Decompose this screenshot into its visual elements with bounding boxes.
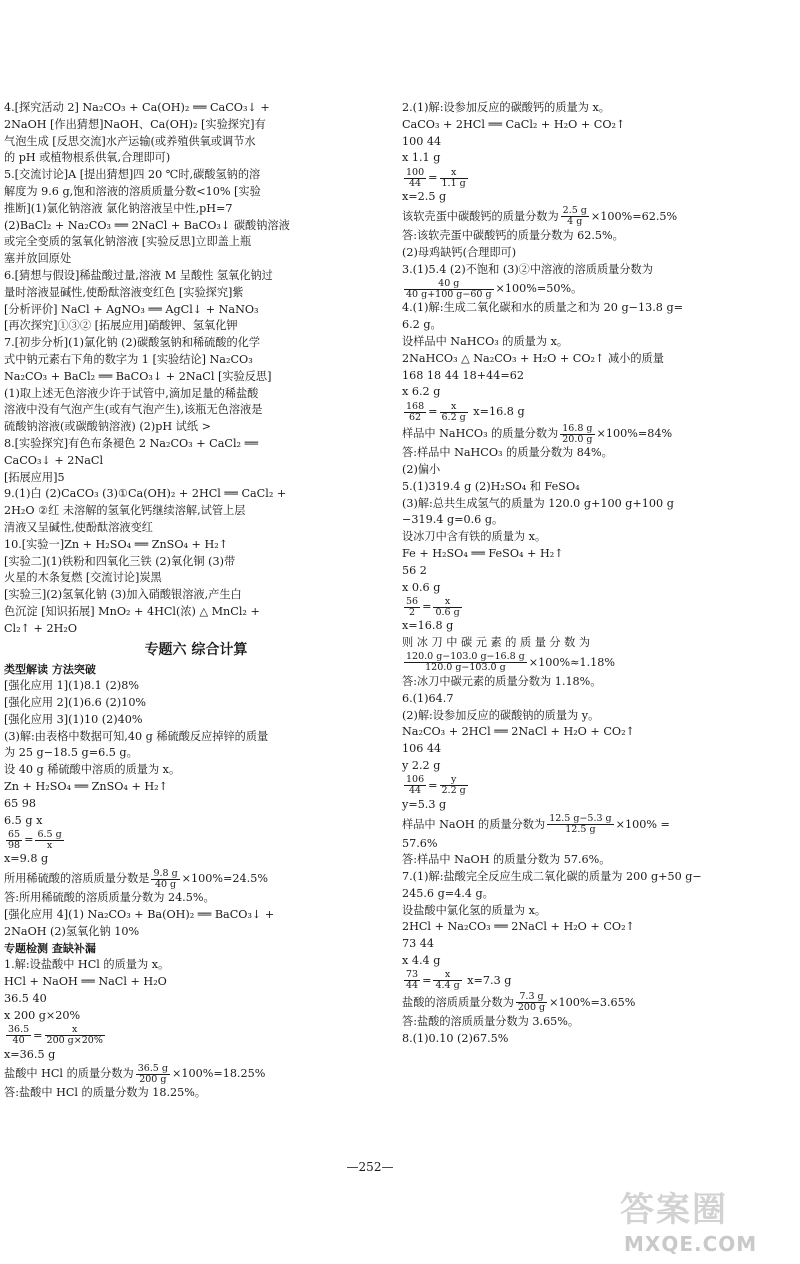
text-line: 溶液中没有气泡产生(或有气泡产生),该瓶无色溶液是 xyxy=(4,403,263,417)
text-line: HCl + NaOH ══ NaCl + H₂O xyxy=(4,975,167,989)
fraction-denominator: 40 xyxy=(12,1035,25,1047)
text-line: 4.[探究活动 2] Na₂CO₃ + Ca(OH)₂ ══ CaCO₃↓ + xyxy=(4,101,270,114)
fraction-suffix: ×100%≈1.18% xyxy=(528,655,616,669)
fraction-suffix: ×100%=3.65% xyxy=(549,995,636,1009)
fraction xyxy=(404,775,426,796)
text-line: 为 25 g−18.5 g=6.5 g。 xyxy=(4,746,138,760)
fraction-numerator: 56 xyxy=(406,596,419,607)
fraction xyxy=(6,1025,31,1046)
text-line: 硫酸钠溶液(或碳酸钠溶液) (2)pH 试纸 > xyxy=(4,420,211,434)
fraction-right xyxy=(440,402,468,423)
fraction-line xyxy=(402,775,794,797)
fraction-numerator: 36.5 xyxy=(8,1024,30,1036)
equals-sign: = xyxy=(422,600,432,614)
fraction-numerator: 168 xyxy=(406,401,425,412)
fraction-right-denominator: 6.2 g xyxy=(441,411,466,423)
fraction-suffix: ×100%=24.5% xyxy=(181,872,268,886)
text-line: 10.[实验一]Zn + H₂SO₄ ══ ZnSO₄ + H₂↑ xyxy=(4,537,229,551)
text-line: [实验二](1)铁粉和四氧化三铁 (2)氧化铜 (3)带 xyxy=(4,554,236,568)
fraction-prefix: 盐酸的溶质质量分数为 xyxy=(402,995,514,1009)
text-line: 答:所用稀硫酸的溶质质量分数为 24.5%。 xyxy=(4,891,215,905)
text-line: [分析评价] NaCl + AgNO₃ ══ AgCl↓ + NaNO₃ xyxy=(4,302,259,316)
fraction-suffix: ×100%=50%。 xyxy=(495,282,583,296)
watermark-logo-text: 答案圈 xyxy=(620,1190,728,1230)
fraction-numerator: 9.8 g xyxy=(153,868,178,879)
fraction-right-denominator: 1.1 g xyxy=(441,177,466,189)
text-line: x=36.5 g xyxy=(4,1047,56,1061)
fraction-line xyxy=(402,970,794,992)
fraction-right-denominator: 200 g×20% xyxy=(46,1035,103,1047)
fraction xyxy=(151,869,179,890)
fraction xyxy=(516,992,547,1013)
text-line: (2)偏小 xyxy=(402,462,441,476)
fraction-numerator: 12.5 g−5.3 g xyxy=(549,813,612,824)
fraction-right xyxy=(35,830,63,851)
text-line: x 200 g×20% xyxy=(4,1008,81,1022)
text-line: x=16.8 g xyxy=(402,619,454,633)
fraction-right-denominator: 4.4 g xyxy=(435,980,460,992)
fraction-right-numerator: x xyxy=(433,970,461,981)
fraction-line xyxy=(402,423,794,445)
fraction-right xyxy=(440,168,468,189)
fraction-right xyxy=(433,597,461,618)
equals-sign: = xyxy=(24,833,34,847)
fraction-line xyxy=(4,1025,388,1047)
fraction-denominator: 12.5 g xyxy=(565,824,596,835)
text-line: 6.2 g。 xyxy=(402,318,442,332)
fraction-suffix: ×100% = xyxy=(615,817,670,831)
text-line: Na₂CO₃ + 2HCl ══ 2NaCl + H₂O + CO₂↑ xyxy=(402,725,635,739)
fraction-suffix: x=7.3 g xyxy=(463,973,512,987)
text-line: 6.[猜想与假设]稀盐酸过量,溶液 M 呈酸性 氢氧化钠过 xyxy=(4,268,273,282)
text-line: 设盐酸中氯化氢的质量为 x。 xyxy=(402,903,547,917)
fraction-denominator: 40 g+100 g−60 g xyxy=(406,288,492,300)
fraction-line xyxy=(4,1063,388,1085)
left-column xyxy=(4,100,388,1190)
text-line: 式中钠元素右下角的数字为 1 [实验结论] Na₂CO₃ xyxy=(4,352,253,366)
text-line: 答:样品中 NaHCO₃ 的质量分数为 84%。 xyxy=(402,446,613,460)
text-line: CaCO₃ + 2HCl ══ CaCl₂ + H₂O + CO₂↑ xyxy=(402,117,626,131)
fraction-denominator: 4 g xyxy=(567,216,583,228)
fraction-numerator: 120.0 g−103.0 g−16.8 g xyxy=(406,651,525,663)
text-line: 量时溶液显碱性,使酚酞溶液变红色 [实验探究]紫 xyxy=(4,285,244,299)
text-line: [强化应用 1](1)8.1 (2)8% xyxy=(4,679,139,693)
fraction-prefix: 盐酸中 HCl 的质量分数为 xyxy=(4,1067,134,1081)
text-line: x 4.4 g xyxy=(402,954,441,968)
text-line: y 2.2 g xyxy=(402,758,441,772)
text-line: 2NaHCO₃ △ Na₂CO₃ + H₂O + CO₂↑ 减小的质量 xyxy=(402,351,664,365)
page-number: —252— xyxy=(346,1160,394,1174)
text-line: 推断](1)氯化钠溶液 氯化钠溶液呈中性,pH=7 xyxy=(4,201,233,215)
text-line: [实验三](2)氢氧化钠 (3)加入硝酸银溶液,产生白 xyxy=(4,588,242,602)
fraction xyxy=(404,279,494,300)
text-line: 2NaOH [作出猜想]NaOH、Ca(OH)₂ [实验探究]有 xyxy=(4,117,266,131)
text-line: (3)解:总共生成氢气的质量为 120.0 g+100 g+100 g xyxy=(402,496,674,510)
fraction-suffix: ×100%=84% xyxy=(596,427,673,441)
text-line: x 1.1 g xyxy=(402,151,441,165)
text-line: 气泡生成 [反思交流]水产运输(或养殖供氧或调节水 xyxy=(4,134,256,148)
fraction-line xyxy=(402,992,794,1014)
fraction-right-numerator: x xyxy=(433,597,461,608)
text-line: 4.(1)解:生成二氧化碳和水的质量之和为 20 g−13.8 g= xyxy=(402,301,683,315)
fraction-suffix: x=16.8 g xyxy=(469,405,525,419)
text-line: 8.(1)0.10 (2)67.5% xyxy=(402,1031,509,1045)
text-line: Cl₂↑ + 2H₂O xyxy=(4,621,78,635)
text-line: 答:盐酸的溶质质量分数为 3.65%。 xyxy=(402,1014,580,1028)
text-line: −319.4 g=0.6 g。 xyxy=(402,513,504,527)
fraction xyxy=(404,597,420,618)
fraction-right-numerator: x xyxy=(440,168,468,179)
text-line: 5.(1)319.4 g (2)H₂SO₄ 和 FeSO₄ xyxy=(402,479,580,493)
fraction-right-numerator: y xyxy=(440,775,468,786)
fraction xyxy=(404,652,527,673)
fraction-line xyxy=(402,652,794,674)
fraction-denominator: 2 xyxy=(409,606,416,618)
text-line: [强化应用 3](1)10 (2)40% xyxy=(4,712,143,726)
text-line: y=5.3 g xyxy=(402,797,447,811)
text-line: [拓展应用]5 xyxy=(4,470,65,484)
text-line: 9.(1)白 (2)CaCO₃ (3)①Ca(OH)₂ + 2HCl ══ CaCl₂ + xyxy=(4,487,287,501)
text-line: 245.6 g=4.4 g。 xyxy=(402,886,494,900)
text-line: [强化应用 4](1) Na₂CO₃ + Ba(OH)₂ ══ BaCO₃↓ + xyxy=(4,908,275,922)
fraction-line xyxy=(402,596,794,618)
text-line: 的 pH 或植物根系供氧,合理即可) xyxy=(4,151,171,165)
equals-sign: = xyxy=(428,171,438,185)
fraction-right xyxy=(440,775,468,796)
text-line: 设样品中 NaHCO₃ 的质量为 x。 xyxy=(402,334,569,348)
text-line: 168 18 44 18+44=62 xyxy=(402,368,524,382)
text-line: 或完全变质的氢氧化钠溶液 [实验反思]立即盖上瓶 xyxy=(4,235,252,249)
fraction-line xyxy=(402,278,794,300)
watermark-logo xyxy=(610,1180,790,1260)
text-line: 6.(1)64.7 xyxy=(402,691,454,705)
text-line: 清液又呈碱性,使酚酞溶液变红 xyxy=(4,520,153,534)
fraction-numerator: 100 xyxy=(406,167,425,178)
fraction-numerator: 73 xyxy=(406,969,419,981)
text-line: (2)母鸡缺钙(合理即可) xyxy=(402,245,517,259)
fraction-numerator: 40 g xyxy=(404,279,494,290)
fraction-denominator: 120.0 g−103.0 g xyxy=(425,662,506,674)
fraction-denominator: 40 g xyxy=(154,878,177,890)
fraction-denominator: 62 xyxy=(409,411,422,423)
text-line: 5.[交流讨论]A [提出猜想]四 20 ℃时,碳酸氢钠的溶 xyxy=(4,168,261,182)
text-line: Na₂CO₃ + BaCl₂ ══ BaCO₃↓ + 2NaCl [实验反思] xyxy=(4,369,272,383)
text-line: 2HCl + Na₂CO₃ ══ 2NaCl + H₂O + CO₂↑ xyxy=(402,920,635,934)
watermark-site-text: MXQE.COM xyxy=(624,1232,758,1256)
fraction-right-denominator: 2.2 g xyxy=(441,785,466,797)
fraction xyxy=(404,402,426,423)
text-line: 7.(1)解:盐酸完全反应生成二氧化碳的质量为 200 g+50 g− xyxy=(402,870,702,884)
text-line: 1.解:设盐酸中 HCl 的质量为 x。 xyxy=(4,958,170,972)
fraction xyxy=(6,830,22,851)
text-line: 答:该软壳蛋中碳酸钙的质量分数为 62.5%。 xyxy=(402,228,624,242)
fraction xyxy=(136,1064,170,1085)
fraction-numerator: 16.8 g xyxy=(562,423,593,434)
text-line: 8.[实验探究]有色布条褪色 2 Na₂CO₃ + CaCl₂ ══ xyxy=(4,436,259,450)
text-line: 色沉淀 [知识拓展] MnO₂ + 4HCl(浓) △ MnCl₂ + xyxy=(4,604,260,618)
text-line: 36.5 40 xyxy=(4,992,47,1006)
fraction-right-denominator: 0.6 g xyxy=(435,606,460,618)
text-line: [再次探究]①③② [拓展应用]硝酸钾、氢氧化钾 xyxy=(4,319,238,333)
fraction-right-numerator: x xyxy=(45,1025,105,1036)
equals-sign: = xyxy=(422,973,432,987)
right-column xyxy=(402,100,794,1190)
fraction-denominator: 44 xyxy=(406,980,419,992)
text-line: Zn + H₂SO₄ ══ ZnSO₄ + H₂↑ xyxy=(4,780,169,794)
text-line: 答:冰刀中碳元素的质量分数为 1.18%。 xyxy=(402,674,602,688)
text-line: 6.5 g x xyxy=(4,813,43,827)
text-line: 2.(1)解:设参加反应的碳酸钙的质量为 x。 xyxy=(402,101,610,114)
text-line: 2H₂O ②红 未溶解的氢氧化钙继续溶解,试管上层 xyxy=(4,504,246,518)
text-line: x 6.2 g xyxy=(402,385,441,399)
fraction-line xyxy=(402,401,794,423)
text-line: 65 98 xyxy=(4,796,37,810)
section-tag: 专题检测 查缺补漏 xyxy=(4,941,96,955)
text-line: 3.(1)5.4 (2)不饱和 (3)②中溶液的溶质质量分数为 xyxy=(402,262,653,276)
fraction xyxy=(404,970,420,991)
fraction-right-numerator: x xyxy=(440,402,468,413)
fraction-right xyxy=(433,970,461,991)
text-line: 7.[初步分析](1)氯化钠 (2)碳酸氢钠和稀硫酸的化学 xyxy=(4,336,261,350)
text-line: x 0.6 g xyxy=(402,580,441,594)
text-line: 57.6% xyxy=(402,836,438,850)
text-line: 解度为 9.6 g,饱和溶液的溶质质量分数<10% [实验 xyxy=(4,184,261,198)
text-line: x=9.8 g xyxy=(4,852,49,866)
fraction-line xyxy=(4,868,388,890)
text-line: 设 40 g 稀硫酸中溶质的质量为 x。 xyxy=(4,763,181,777)
fraction xyxy=(560,424,594,445)
text-line: 106 44 xyxy=(402,742,442,756)
text-line: 则 冰 刀 中 碳 元 素 的 质 量 分 数 为 xyxy=(402,636,591,650)
fraction xyxy=(547,814,613,835)
fraction-denominator: 44 xyxy=(409,785,422,797)
equals-sign: = xyxy=(33,1028,43,1042)
fraction-denominator: 200 g xyxy=(517,1002,546,1014)
equals-sign: = xyxy=(428,405,438,419)
text-line: x=2.5 g xyxy=(402,190,447,204)
text-line: 56 2 xyxy=(402,563,427,577)
text-line: 2NaOH (2)氢氧化钠 10% xyxy=(4,924,140,938)
equals-sign: = xyxy=(428,778,438,792)
text-line: 100 44 xyxy=(402,134,442,148)
text-line: 73 44 xyxy=(402,937,435,951)
section-title: 专题六 综合计算 xyxy=(144,641,248,658)
fraction-right-denominator: x xyxy=(46,839,53,851)
fraction xyxy=(404,168,426,189)
text-line: [强化应用 2](1)6.6 (2)10% xyxy=(4,696,147,710)
fraction-line xyxy=(402,206,794,228)
fraction-line xyxy=(402,167,794,189)
fraction xyxy=(561,206,589,227)
fraction-numerator: 106 xyxy=(406,774,425,786)
text-line: 设冰刀中含有铁的质量为 x。 xyxy=(402,530,547,544)
text-line: 火星的木条复燃 [交流讨论]炭黑 xyxy=(4,571,162,585)
fraction-numerator: 36.5 g xyxy=(137,1063,168,1074)
fraction-suffix: ×100%=62.5% xyxy=(590,209,678,223)
fraction-line xyxy=(4,829,388,851)
text-line: 塞并放回原处 xyxy=(4,252,72,266)
fraction-prefix: 样品中 NaHCO₃ 的质量分数为 xyxy=(402,427,559,441)
fraction-numerator: 7.3 g xyxy=(516,992,547,1003)
fraction-denominator: 200 g xyxy=(139,1073,167,1085)
fraction-denominator: 44 xyxy=(409,177,422,189)
fraction-right xyxy=(45,1025,105,1046)
text-line: CaCO₃↓ + 2NaCl xyxy=(4,453,104,467)
text-line: Fe + H₂SO₄ ══ FeSO₄ + H₂↑ xyxy=(402,546,564,560)
fraction-suffix: ×100%=18.25% xyxy=(171,1067,266,1081)
fraction-line xyxy=(402,814,794,836)
text-line: 答:样品中 NaOH 的质量分数为 57.6%。 xyxy=(402,853,611,867)
fraction-denominator: 98 xyxy=(8,839,21,851)
fraction-right-numerator: 6.5 g xyxy=(37,829,62,840)
text-line: (2)BaCl₂ + Na₂CO₃ ══ 2NaCl + BaCO₃↓ 碳酸钠溶液 xyxy=(4,218,290,232)
fraction-denominator: 20.0 g xyxy=(562,433,593,445)
text-line: 答:盐酸中 HCl 的质量分数为 18.25%。 xyxy=(4,1086,207,1100)
fraction-prefix: 所用稀硫酸的溶质质量分数是 xyxy=(4,872,150,886)
fraction-prefix: 样品中 NaOH 的质量分数为 xyxy=(402,817,546,831)
section-tag: 类型解读 方法突破 xyxy=(4,662,96,676)
text-line: (3)解:由表格中数据可知,40 g 稀硫酸反应掉锌的质量 xyxy=(4,729,269,743)
text-line: (1)取上述无色溶液少许于试管中,滴加足量的稀盐酸 xyxy=(4,386,259,400)
fraction-numerator: 2.5 g xyxy=(562,205,587,217)
fraction-numerator: 65 xyxy=(8,829,21,840)
text-line: (2)解:设参加反应的碳酸钠的质量为 y。 xyxy=(402,708,600,722)
fraction-prefix: 该软壳蛋中碳酸钙的质量分数为 xyxy=(402,209,559,223)
